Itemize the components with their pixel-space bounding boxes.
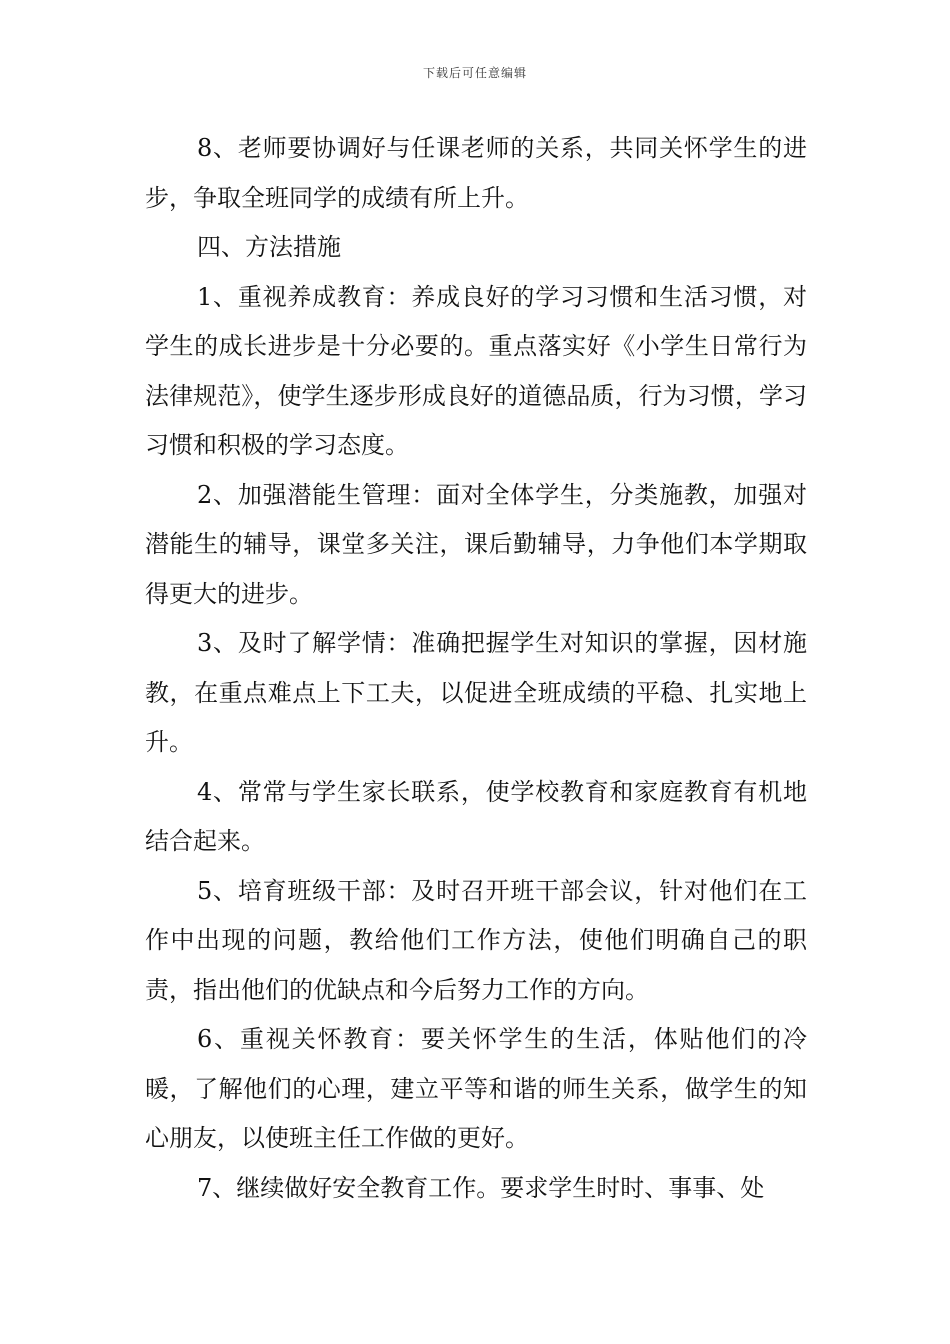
page-header-note: 下载后可任意编辑 [422,66,527,80]
paragraph-item-8: 8、老师要协调好与任课老师的关系，共同关怀学生的进步，争取全班同学的成绩有所上升。 [145,134,807,212]
document-body [145,124,807,1213]
paragraph-measure-5: 5、培育班级干部：及时召开班干部会议，针对他们在工作中出现的问题，教给他们工作方法，使他们明确自己的职责，指出他们的优缺点和今后努力工作的方向。 [145,876,807,1004]
paragraph-measure-6: 6、重视关怀教育：要关怀学生的生活，体贴他们的冷暖，了解他们的心理，建立平等和谐的师生关系，做学生的知心朋友，以使班主任工作做的更好。 [145,1025,807,1152]
paragraph-measure-1: 1、重视养成教育：养成良好的学习习惯和生活习惯，对学生的成长进步是十分必要的。重点落实好《小学生日常行为法律规范》，使学生逐步形成良好的道德品质，行为习惯，学习习惯和积极的学习态度。 [145,282,807,459]
paragraph-measure-4: 4、常常与学生家长联系，使学校教育和家庭教育有机地结合起来。 [145,777,807,855]
paragraph-measure-7: 7、继续做好安全教育工作。要求学生时时、事事、处 [197,1173,765,1202]
paragraph-measure-3: 3、及时了解学情：准确把握学生对知识的掌握，因材施教，在重点难点上下工夫，以促进全班成绩的平稳、扎实地上升。 [145,629,807,756]
paragraph-measure-2: 2、加强潜能生管理：面对全体学生，分类施教，加强对潜能生的辅导，课堂多关注，课后勤辅导，力争他们本学期取得更大的进步。 [145,480,807,608]
section-heading-methods: 四、方法措施 [197,233,341,261]
